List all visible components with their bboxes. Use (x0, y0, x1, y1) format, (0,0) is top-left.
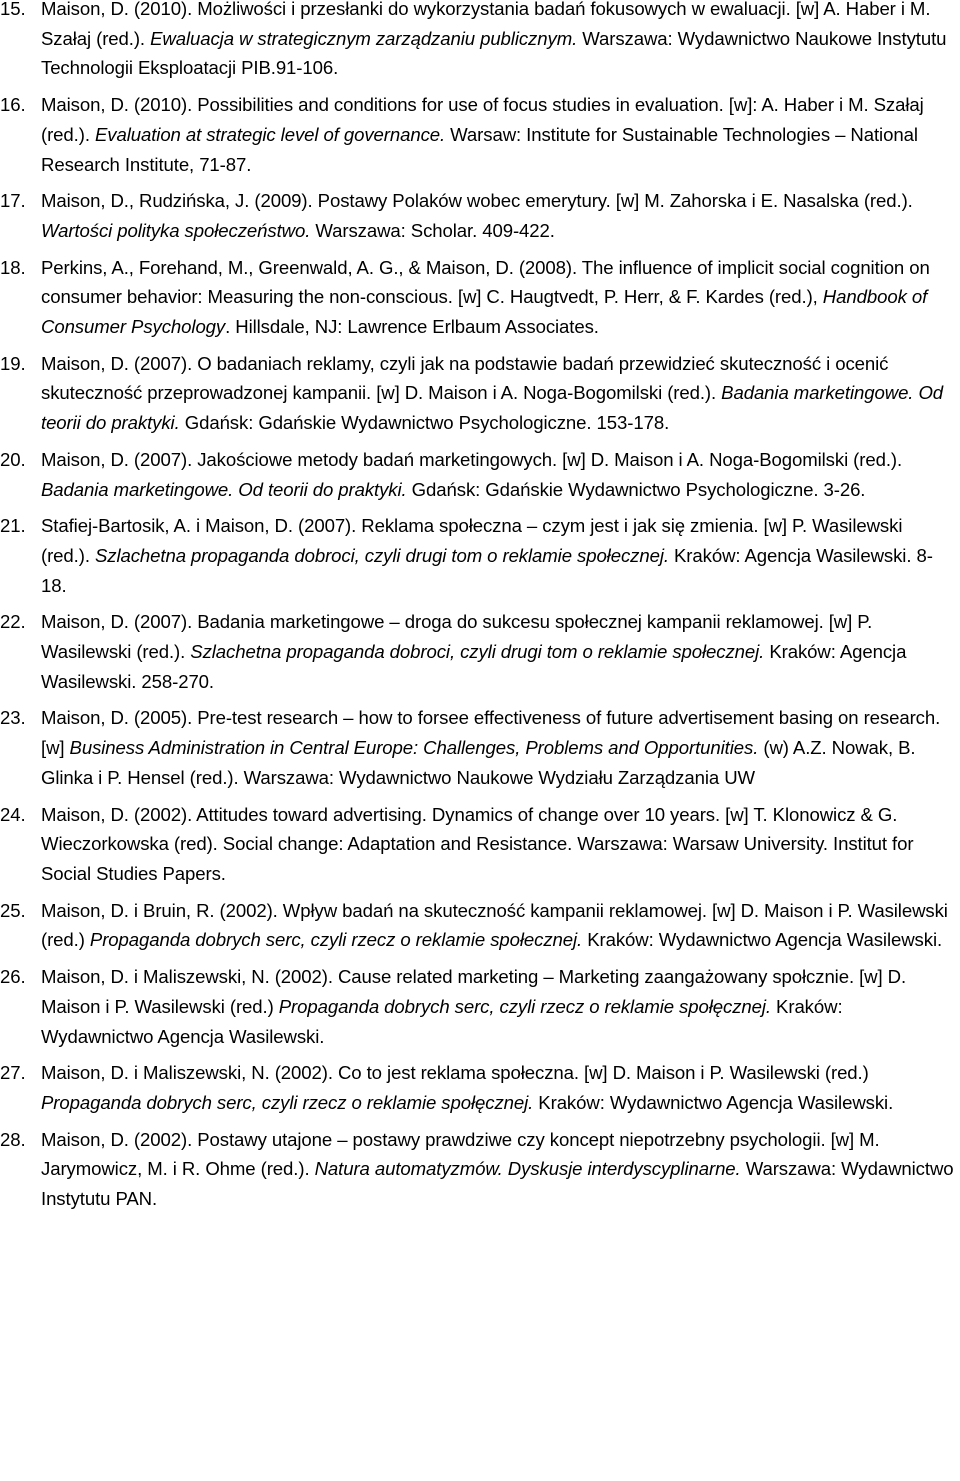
reference-text: Kraków: Wydawnictwo Agencja Wasilewski. (582, 929, 943, 951)
reference-text: Kraków: Agencja Wasilewski. 258-270. (41, 641, 907, 692)
reference-title: Szlachetna propaganda dobroci, czyli drugi tom o reklamie społecznej. (94, 544, 669, 566)
reference-title: Propaganda dobrych serc, czyli rzecz o reklamie społęcznej. (41, 1091, 534, 1113)
reference-number: 26. (0, 966, 26, 988)
reference-text: Stafiej-Bartosik, A. i Maison, D. (2007). Reklama społeczna – czym jest i jak się zmienia. [w] P. Wasilewski (red.). (41, 515, 903, 566)
reference-text: Maison, D. i Bruin, R. (2002). Wpływ badań na skuteczność kampanii reklamowej. [w] D. Maison i P. Wasilewski (red.) (41, 899, 948, 951)
reference-text: Warsaw: Institute for Sustainable Technologies – National Research Institute, 71-87. (41, 123, 918, 175)
reference-title: Ewaluacja w strategicznym zarządzaniu publicznym. (150, 27, 578, 49)
reference-text: Maison, D. (2002). Attitudes toward advertising. Dynamics of change over 10 years. [w] T. Klonowicz & G. Wieczorkowska (red). Social change: Adaptation and Resistance. Warszawa: Warsaw University. Institut for Social Studies Papers. (41, 803, 914, 884)
reference-number: 19. (0, 352, 26, 374)
reference-text: Warszawa: Wydawnictwo Instytutu PAN. (41, 1158, 954, 1210)
reference-item (0, 253, 960, 342)
reference-item (0, 1058, 960, 1117)
reference-title: Badania marketingowe. Od teorii do praktyki. (41, 382, 944, 434)
reference-title: Handbook of Consumer Psychology (41, 286, 928, 338)
reference-text: Perkins, A., Forehand, M., Greenwald, A. G., & Maison, D. (2008). The influence of implicit social cognition on consumer behavior: Measuring the non-conscious. [w] C. Haugtvedt, P. Herr, & F. Kardes (red.), (41, 256, 930, 308)
reference-text: Maison, D. i Maliszewski, N. (2002). Co to jest reklama społeczna. [w] D. Maison i P. Wasilewski (red.) (41, 1062, 869, 1084)
reference-item (0, 607, 960, 696)
reference-text: Gdańsk: Gdańskie Wydawnictwo Psychologiczne. 153-178. (179, 412, 670, 434)
reference-number: 16. (0, 94, 26, 116)
reference-title: Szlachetna propaganda dobroci, czyli drugi tom o reklamie społecznej. (190, 641, 765, 663)
reference-number: 21. (0, 515, 26, 537)
reference-item (0, 349, 960, 438)
reference-item (0, 703, 960, 792)
reference-text: Maison, D., Rudzińska, J. (2009). Postawy Polaków wobec emerytury. [w] M. Zahorska i E. Nasalska (red.). (41, 190, 913, 212)
reference-title: Propaganda dobrych serc, czyli rzecz o reklamie społecznej. (89, 929, 583, 951)
reference-number: 17. (0, 190, 26, 212)
reference-number: 25. (0, 899, 26, 921)
reference-number: 18. (0, 256, 26, 278)
reference-text: . Hillsdale, NJ: Lawrence Erlbaum Associates. (225, 316, 599, 338)
reference-text: Maison, D. (2007). Jakościowe metody badań marketingowych. [w] D. Maison i A. Noga-Bogomilski (red.). (41, 448, 903, 470)
reference-number: 27. (0, 1062, 26, 1084)
reference-item (0, 0, 960, 83)
reference-number: 23. (0, 707, 26, 729)
reference-item (0, 1125, 960, 1214)
reference-text: Maison, D. (2007). O badaniach reklamy, czyli jak na podstawie badań przewidzieć skuteczność i ocenić skuteczność przeprowadzonej kampanii. [w] D. Maison i A. Noga-Bogomilski (red.). (41, 352, 889, 404)
reference-text: Kraków: Wydawnictwo Agencja Wasilewski. (41, 995, 843, 1047)
reference-title: Badania marketingowe. Od teorii do praktyki. (41, 478, 407, 500)
reference-item (0, 962, 960, 1051)
reference-title: Propaganda dobrych serc, czyli rzecz o reklamie społęcznej. (278, 995, 771, 1017)
reference-number: 28. (0, 1128, 26, 1150)
reference-text: Maison, D. i Maliszewski, N. (2002). Cause related marketing – Marketing zaangażowany społcznie. [w] D. Maison i P. Wasilewski (red.) (41, 966, 907, 1017)
reference-text: Gdańsk: Gdańskie Wydawnictwo Psychologiczne. 3-26. (406, 478, 866, 500)
reference-text: (w) A.Z. Nowak, B. Glinka i P. Hensel (red.). Warszawa: Wydawnictwo Naukowe Wydziału Zarządzania UW (41, 737, 916, 788)
reference-title: Natura automatyzmów. Dyskusje interdyscyplinarne. (314, 1158, 741, 1180)
reference-number: 20. (0, 448, 26, 470)
reference-number: 22. (0, 611, 26, 633)
reference-item (0, 186, 960, 245)
reference-text: Maison, D. (2005). Pre-test research – how to forsee effectiveness of future advertisement basing on research. [w] (41, 707, 941, 759)
reference-text: Kraków: Wydawnictwo Agencja Wasilewski. (533, 1091, 894, 1113)
reference-text: Warszawa: Scholar. 409-422. (310, 219, 555, 241)
reference-title: Evaluation at strategic level of governance. (94, 123, 446, 145)
reference-item (0, 445, 960, 504)
reference-item (0, 90, 960, 179)
reference-text: Maison, D. (2007). Badania marketingowe – droga do sukcesu społecznej kampanii reklamowej. [w] P. Wasilewski (red.). (41, 611, 873, 663)
reference-item (0, 800, 960, 889)
reference-title: Wartości polityka społeczeństwo. (41, 219, 311, 241)
reference-text: Maison, D. (2002). Postawy utajone – postawy prawdziwe czy koncept niepotrzebny psychologii. [w] M. Jarymowicz, M. i R. Ohme (red.). (41, 1128, 880, 1180)
reference-text: Maison, D. (2010). Possibilities and conditions for use of focus studies in evaluation. [w]: A. Haber i M. Szałaj (red.). (41, 94, 924, 145)
reference-number: 24. (0, 803, 26, 825)
reference-number: 15. (0, 0, 26, 19)
reference-title: Business Administration in Central Europe: Challenges, Problems and Opportunities. (69, 737, 759, 759)
reference-text: Maison, D. (2010). Możliwości i przesłanki do wykorzystania badań fokusowych w ewaluacji. [w] A. Haber i M. Szałaj (red.). (41, 0, 931, 49)
reference-text: Warszawa: Wydawnictwo Naukowe Instytutu Technologii Eksploatacji PIB.91-106. (41, 27, 947, 79)
reference-item (0, 511, 960, 600)
reference-item (0, 896, 960, 955)
reference-text: Kraków: Agencja Wasilewski. 8-18. (41, 544, 933, 596)
